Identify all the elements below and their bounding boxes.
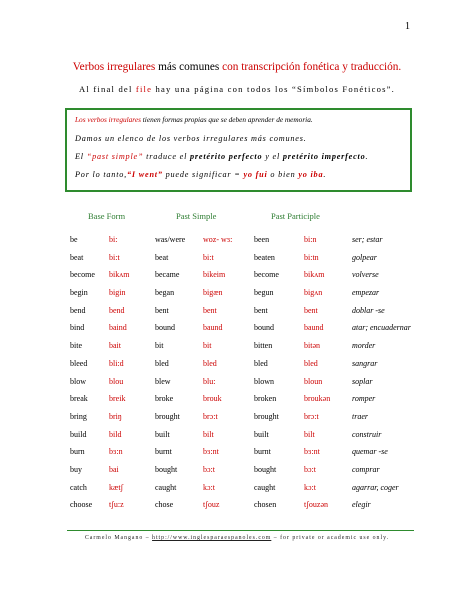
base-phonetic: bi: — [109, 235, 118, 244]
past-participle: bent — [254, 305, 268, 315]
past-phonetic: baund — [203, 323, 223, 333]
header-base-form: Base Form — [88, 211, 126, 221]
participle-phonetic: tʃouzən — [304, 500, 328, 510]
verb-row — [0, 465, 474, 483]
intro-line-4-d: yo fui — [243, 170, 268, 179]
past-phonetic: bilt — [203, 429, 214, 439]
translation: sangrar — [352, 358, 378, 368]
verb-row — [0, 306, 474, 324]
base-phonetic: blou — [109, 376, 124, 386]
past-simple: caught — [155, 482, 177, 492]
past-phonetic: brouk — [203, 394, 222, 404]
past-simple: brought — [155, 411, 180, 421]
past-simple: bit — [155, 341, 164, 351]
translation: soplar — [352, 376, 373, 386]
verb-row — [0, 430, 474, 448]
header-past-participle: Past Participle — [271, 211, 320, 221]
translation: ser; estar — [352, 235, 383, 244]
past-phonetic: blu: — [203, 376, 216, 386]
past-participle: been — [254, 235, 270, 244]
past-participle: bought — [254, 464, 277, 474]
intro-line-4-a: Por lo tanto, — [75, 170, 128, 179]
header-past-simple: Past Simple — [176, 211, 217, 221]
past-phonetic: bit — [203, 341, 212, 351]
past-simple: chose — [155, 500, 174, 510]
past-participle: begun — [254, 288, 274, 298]
intro-line-1-rest: tienen formas propias que se deben aprender de memoria. — [140, 115, 313, 124]
verb-row — [0, 270, 474, 288]
verb-row — [0, 377, 474, 395]
participle-phonetic: baund — [304, 323, 324, 333]
past-simple: burnt — [155, 447, 172, 457]
past-participle: beaten — [254, 252, 275, 262]
participle-phonetic: brɔ:t — [304, 411, 319, 421]
participle-phonetic: bilt — [304, 429, 315, 439]
base-phonetic: kætʃ — [109, 482, 124, 492]
base-phonetic: breik — [109, 394, 126, 404]
base-phonetic: bild — [109, 429, 122, 439]
past-participle: chosen — [254, 500, 277, 510]
verb-table — [0, 235, 474, 518]
past-phonetic: brɔ:t — [203, 411, 218, 421]
participle-phonetic: bi:tn — [304, 252, 319, 262]
base-form: become — [70, 270, 95, 280]
verb-row — [0, 235, 474, 253]
verb-row — [0, 500, 474, 518]
participle-phonetic: kɔ:t — [304, 482, 316, 492]
intro-line-3-g: . — [365, 152, 369, 161]
subtitle-before: Al final del — [79, 84, 136, 94]
verb-row — [0, 288, 474, 306]
intro-line-3 — [75, 148, 402, 166]
base-phonetic: bait — [109, 341, 121, 351]
past-participle: bound — [254, 323, 274, 333]
page-number: 1 — [405, 21, 410, 32]
translation: volverse — [352, 270, 379, 280]
intro-box — [65, 108, 412, 192]
translation: empezar — [352, 288, 380, 298]
past-simple: blew — [155, 376, 171, 386]
past-phonetic: tʃouz — [203, 500, 220, 510]
subtitle — [0, 84, 474, 94]
verb-row — [0, 394, 474, 412]
participle-phonetic: bigʌn — [304, 288, 323, 298]
past-phonetic: bi:t — [203, 252, 214, 262]
participle-phonetic: bi:n — [304, 235, 317, 244]
intro-line-4-e: o bien — [267, 170, 299, 179]
past-simple: built — [155, 429, 170, 439]
base-form: buy — [70, 464, 82, 474]
page-title — [0, 61, 474, 73]
past-participle: bitten — [254, 341, 273, 351]
past-simple: bent — [155, 305, 169, 315]
intro-line-3-f: pretérito imperfecto — [282, 152, 366, 161]
past-participle: brought — [254, 411, 279, 421]
past-simple: became — [155, 270, 180, 280]
translation: romper — [352, 394, 376, 404]
translation: quemar -se — [352, 447, 388, 457]
base-form: bend — [70, 305, 86, 315]
base-phonetic: bikʌm — [109, 270, 130, 280]
base-form: bleed — [70, 358, 88, 368]
past-participle: blown — [254, 376, 274, 386]
verb-row — [0, 447, 474, 465]
base-form: burn — [70, 447, 85, 457]
translation: agarrar, coger — [352, 482, 399, 492]
intro-line-3-b: “past simple” — [86, 152, 144, 161]
footer-author: Carmelo Mangano – — [84, 535, 153, 541]
participle-phonetic: bent — [304, 305, 318, 315]
intro-line-1 — [75, 114, 402, 126]
footer-divider — [67, 530, 414, 531]
base-form: beat — [70, 252, 84, 262]
intro-line-4-c: puede significar = — [162, 170, 244, 179]
base-phonetic: bai — [109, 464, 119, 474]
translation: doblar -se — [352, 305, 385, 315]
participle-phonetic: bloun — [304, 376, 323, 386]
past-simple: broke — [155, 394, 174, 404]
past-participle: become — [254, 270, 279, 280]
column-headers — [0, 211, 474, 223]
past-phonetic: bled — [203, 358, 217, 368]
participle-phonetic: bɔ:t — [304, 464, 316, 474]
past-simple: bound — [155, 323, 175, 333]
intro-line-3-d: pretérito perfecto — [190, 152, 263, 161]
past-simple: bled — [155, 358, 169, 368]
past-phonetic: bikeim — [203, 270, 226, 280]
translation: traer — [352, 411, 368, 421]
base-phonetic: bend — [109, 305, 125, 315]
verb-row — [0, 359, 474, 377]
past-phonetic: bɔ:t — [203, 464, 215, 474]
subtitle-file: file — [135, 84, 153, 94]
past-simple: beat — [155, 252, 169, 262]
past-simple: began — [155, 288, 175, 298]
past-phonetic: bɜ:nt — [203, 447, 219, 457]
past-phonetic: bigæn — [203, 288, 223, 298]
base-form: be — [70, 235, 78, 244]
past-participle: burnt — [254, 447, 271, 457]
base-form: bite — [70, 341, 82, 351]
translation: morder — [352, 341, 376, 351]
base-phonetic: bi:t — [109, 252, 120, 262]
title-part-3: con transcripción fonética y traducción. — [222, 61, 402, 73]
title-part-1: Verbos irregulares — [72, 61, 156, 73]
past-phonetic: woz- wɜ: — [203, 235, 233, 244]
past-phonetic: kɔ:t — [203, 482, 215, 492]
base-phonetic: baind — [109, 323, 127, 333]
footer — [0, 535, 474, 541]
intro-line-3-a: El — [75, 152, 87, 161]
intro-line-4-g: . — [323, 170, 327, 179]
verb-row — [0, 253, 474, 271]
footer-link[interactable]: http://www.inglesparaespanoles.com — [152, 535, 272, 541]
verb-row — [0, 412, 474, 430]
base-phonetic: tʃu:z — [109, 500, 124, 510]
past-participle: broken — [254, 394, 277, 404]
base-phonetic: bli:d — [109, 358, 124, 368]
base-phonetic: bigin — [109, 288, 126, 298]
translation: elegir — [352, 500, 371, 510]
base-form: begin — [70, 288, 88, 298]
intro-line-1-red: Los verbos irregulares — [75, 115, 141, 124]
base-form: blow — [70, 376, 86, 386]
past-participle: bled — [254, 358, 268, 368]
base-form: break — [70, 394, 88, 404]
title-part-2: más comunes — [155, 61, 223, 73]
intro-line-4 — [75, 166, 402, 184]
base-form: bind — [70, 323, 85, 333]
participle-phonetic: bɜ:nt — [304, 447, 320, 457]
intro-line-3-e: y el — [262, 152, 283, 161]
translation: golpear — [352, 252, 377, 262]
verb-row — [0, 323, 474, 341]
translation: comprar — [352, 464, 380, 474]
verb-row — [0, 483, 474, 501]
base-form: bring — [70, 411, 87, 421]
footer-license: – for private or academic use only. — [271, 535, 390, 541]
base-form: choose — [70, 500, 93, 510]
participle-phonetic: bikʌm — [304, 270, 325, 280]
intro-line-4-f: yo iba — [298, 170, 324, 179]
translation: construir — [352, 429, 382, 439]
subtitle-after: hay una página con todos los “Símbolos Fonéticos”. — [152, 84, 395, 94]
base-phonetic: bɜ:n — [109, 447, 123, 457]
base-form: build — [70, 429, 87, 439]
base-phonetic: briŋ — [109, 411, 122, 421]
verb-row — [0, 341, 474, 359]
past-simple: was/were — [155, 235, 186, 244]
participle-phonetic: broukən — [304, 394, 331, 404]
base-form: catch — [70, 482, 87, 492]
translation: atar; encuadernar — [352, 323, 411, 333]
past-participle: caught — [254, 482, 276, 492]
past-phonetic: bent — [203, 305, 217, 315]
intro-line-2: Damos un elenco de los verbos irregulares más comunes. — [75, 134, 307, 143]
intro-line-3-c: traduce el — [143, 152, 190, 161]
intro-line-4-b: “I went” — [127, 170, 163, 179]
participle-phonetic: bled — [304, 358, 318, 368]
past-simple: bought — [155, 464, 178, 474]
past-participle: built — [254, 429, 269, 439]
participle-phonetic: bitən — [304, 341, 320, 351]
